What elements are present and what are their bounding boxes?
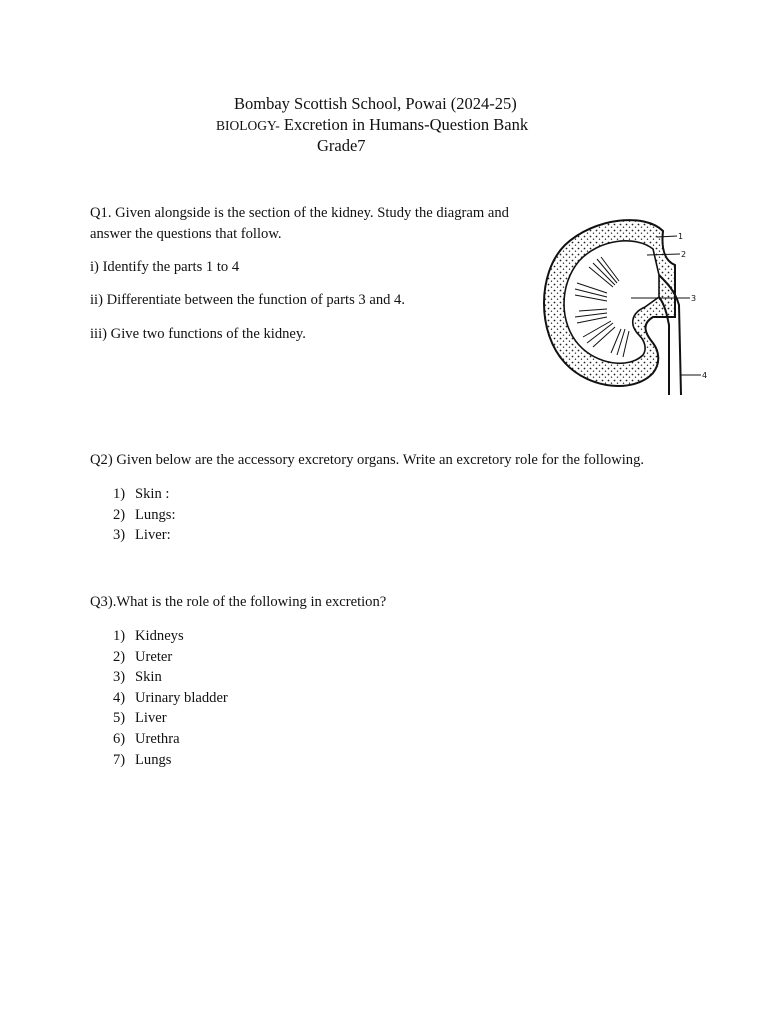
list-item: 1) Kidneys [113,628,184,644]
question-1-part-ii: ii) Differentiate between the function of parts 3 and 4. [90,292,406,308]
list-item: 5) Liver [113,710,167,727]
list-item: 7) Lungs [113,751,172,768]
document-subtitle [216,115,528,135]
list-item: 3) Skin [113,669,162,686]
question-1-text: Q1. Given alongside is the section of the kidney. Study the diagram and answer the questions that follow. [90,205,509,242]
question-3-list [113,626,228,770]
question-1 [90,203,530,342]
list-item: 1) Skin : [113,486,170,502]
school-title: Bombay Scottish School, Powai (2024-25) [234,94,517,113]
topic-title: Excretion in Humans-Question Bank [279,115,529,134]
question-2-text: Q2) Given below are the accessory excretory organs. Write an excretory role for the following. [90,452,645,468]
question-3-text: Q3).What is the role of the following in excretion? [90,594,387,610]
list-item: 2) Lungs: [113,506,176,523]
question-2-list [113,484,176,546]
diagram-label-1: 1 [678,232,684,241]
kidney-section-diagram [535,205,730,400]
diagram-label-3: 3 [691,294,697,303]
grade-label: Grade7 [317,136,366,155]
list-item: 2) Ureter [113,648,173,665]
diagram-label-4: 4 [702,371,708,380]
question-1-part-i: i) Identify the parts 1 to 4 [90,259,240,275]
question-1-part-iii: iii) Give two functions of the kidney. [90,326,306,342]
list-item: 3) Liver: [113,527,171,544]
diagram-label-2: 2 [681,250,687,259]
list-item: 4) Urinary bladder [113,689,228,706]
list-item: 6) Urethra [113,730,180,747]
subject-label: BIOLOGY- [216,118,280,133]
